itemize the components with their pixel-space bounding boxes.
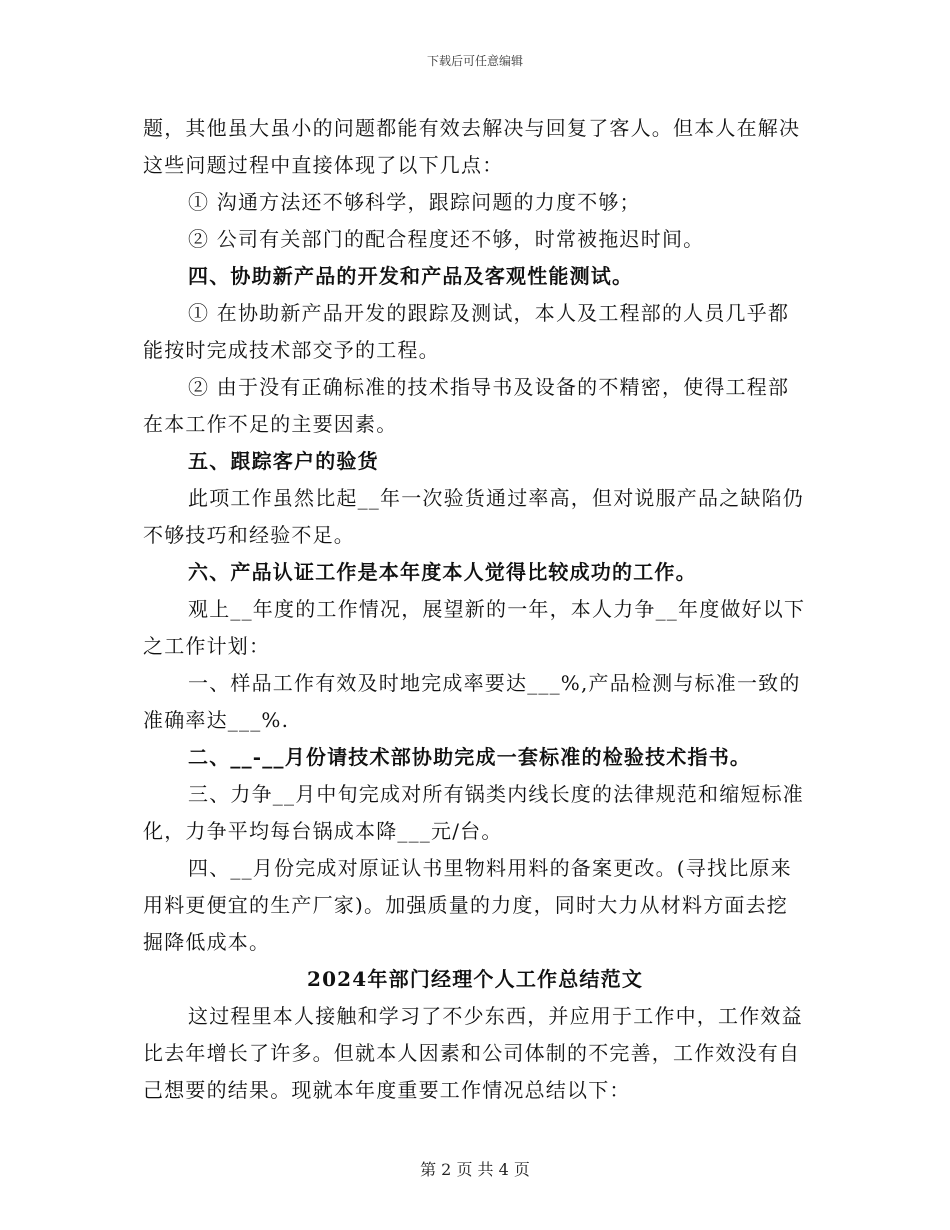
page-header: 下载后可任意编辑 xyxy=(426,54,523,68)
section-heading: 六、产品认证工作是本年度本人觉得比较成功的工作。 xyxy=(188,560,697,584)
section-heading: 五、跟踪客户的验货 xyxy=(188,449,379,473)
paragraph: ② 公司有关部门的配合程度还不够，时常被拖迟时间。 xyxy=(188,227,705,251)
document-body xyxy=(143,110,807,1109)
paragraph: ① 在协助新产品开发的跟踪及测试，本人及工程部的人员几乎都能按时完成技术部交予的工程。 xyxy=(143,301,790,362)
paragraph: 一、样品工作有效及时地完成率要达___%,产品检测与标准一致的准确率达___%. xyxy=(143,671,801,732)
paragraph: ② 由于没有正确标准的技术指导书及设备的不精密，使得工程部在本工作不足的主要因素。 xyxy=(143,375,790,436)
paragraph: 三、力争__月中旬完成对所有锅类内线长度的法律规范和缩短标准化，力争平均每台锅成本降___元/台。 xyxy=(143,782,804,843)
paragraph: 观上__年度的工作情况，展望新的一年，本人力争__年度做好以下之工作计划： xyxy=(143,597,806,658)
page-footer: 第 2 页 共 4 页 xyxy=(420,1160,530,1179)
paragraph: 题，其他虽大虽小的问题都能有效去解决与回复了客人。但本人在解决这些问题过程中直接体现了以下几点： xyxy=(143,116,801,177)
document-title: 2024年部门经理个人工作总结范文 xyxy=(306,967,644,991)
paragraph: 这过程里本人接触和学习了不少东西，并应用于工作中，工作效益比去年增长了许多。但就本人因素和公司体制的不完善，工作效没有自己想要的结果。现就本年度重要工作情况总结以下： xyxy=(143,1004,803,1102)
section-heading: 二、__-__月份请技术部协助完成一套标准的检验技术指书。 xyxy=(188,745,752,769)
paragraph: ① 沟通方法还不够科学，跟踪问题的力度不够； xyxy=(188,190,641,214)
paragraph: 此项工作虽然比起__年一次验货通过率高，但对说服产品之缺陷仍不够技巧和经验不足。 xyxy=(143,486,804,547)
section-heading: 四、协助新产品的开发和产品及客观性能测试。 xyxy=(188,264,634,288)
paragraph: 四、__月份完成对原证认书里物料用料的备案更改。(寻找比原来用料更便宜的生产厂家)。加强质量的力度，同时大力从材料方面去挖掘降低成本。 xyxy=(143,856,792,954)
